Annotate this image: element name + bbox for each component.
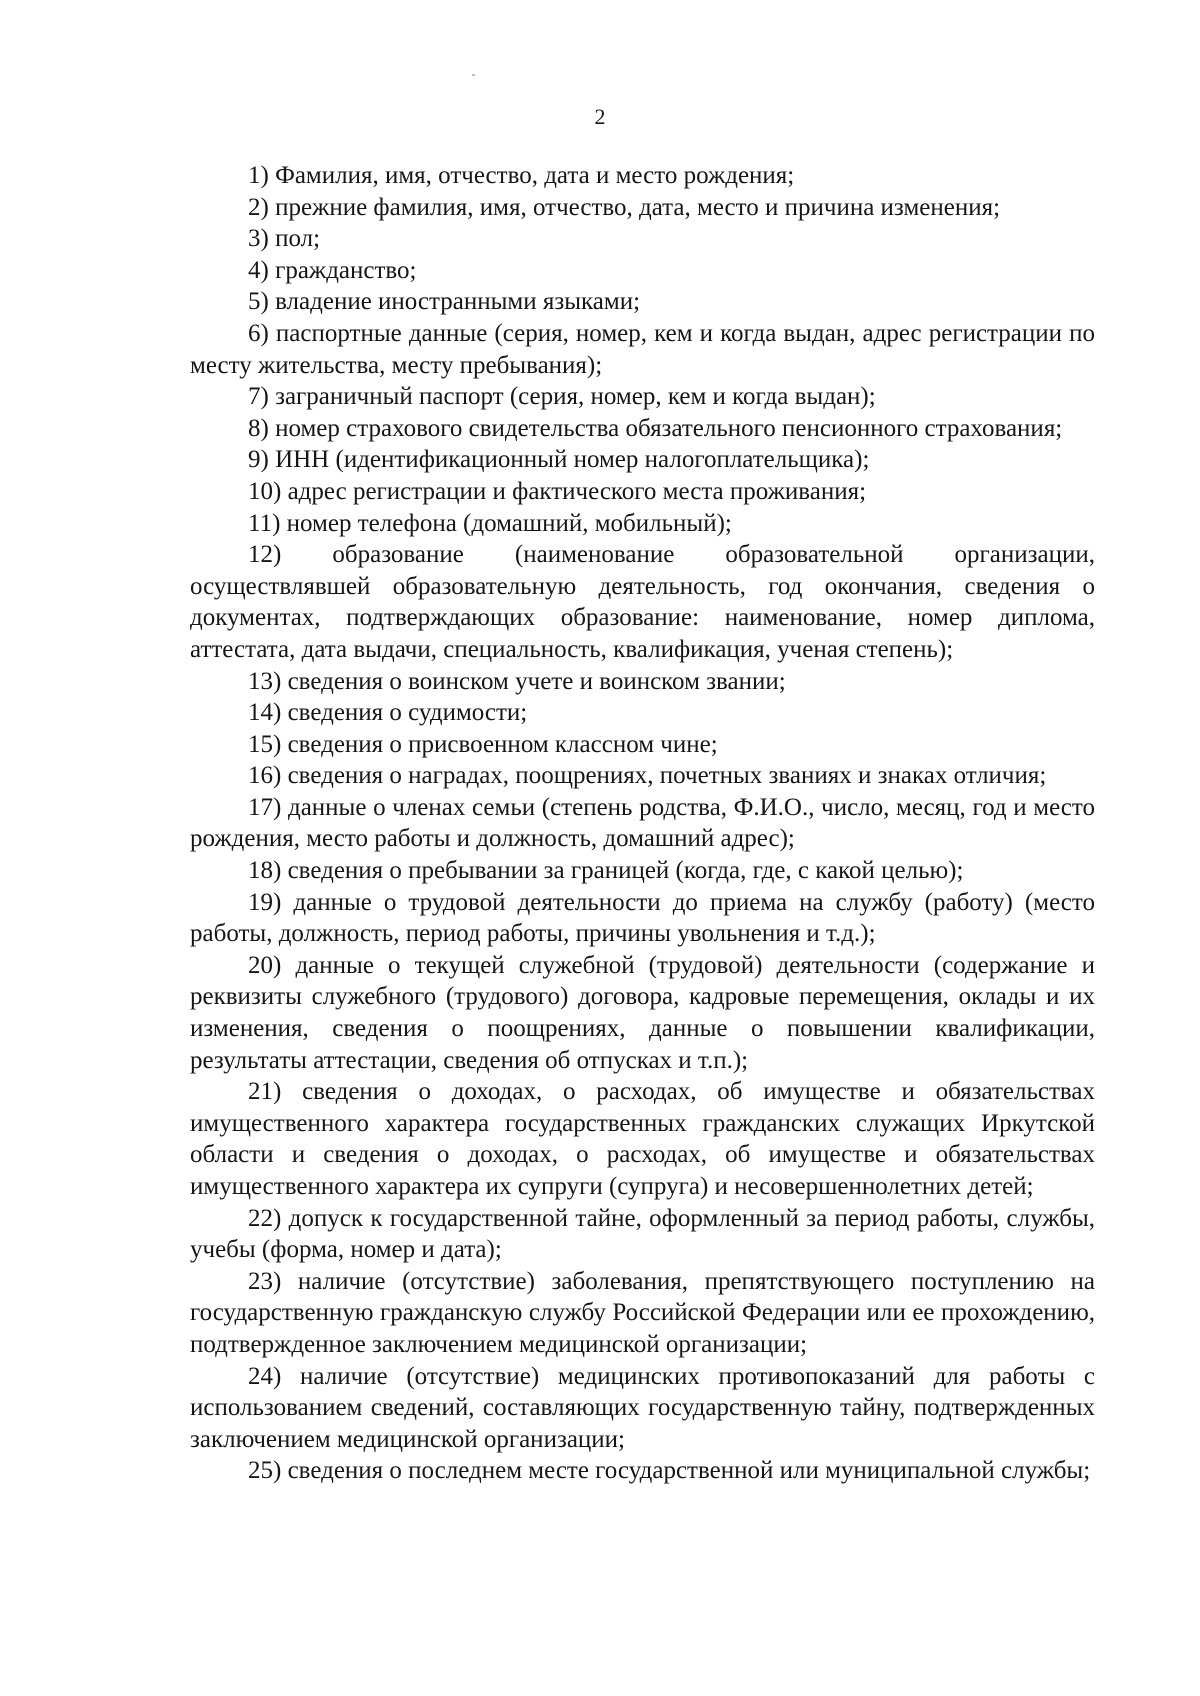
list-item: 11) номер телефона (домашний, мобильный); [248,509,732,537]
list-item: 3) пол; [248,225,321,253]
list-item: 20) данные о текущей служебной (трудовой) деятельности (содержание и реквизиты служебного (трудового) договора, кадровые перемещения, оклады и их изменения, сведения о поощрениях, данные о повышении квалификации, результаты аттестации, сведения об отпусках и т.п.); [190,951,1095,1074]
list-item: 18) сведения о пребывании за границей (когда, где, с какой целью); [248,857,964,885]
list-item: 15) сведения о присвоенном классном чине; [248,730,718,758]
list-item: 16) сведения о наградах, поощрениях, почетных званиях и знаках отличия; [248,762,1047,790]
document-body [190,160,1095,1487]
list-item: 5) владение иностранными языками; [248,288,641,316]
list-item: 23) наличие (отсутствие) заболевания, препятствующего поступлению на государственную гражданскую службу Российской Федерации или ее прохождению, подтвержденное заключением медицинской организации; [190,1267,1095,1358]
list-item: 13) сведения о воинском учете и воинском звании; [248,667,786,695]
list-item: 7) заграничный паспорт (серия, номер, кем и когда выдан); [248,383,876,411]
list-item: 25) сведения о последнем месте государственной или муниципальной службы; [248,1457,1091,1485]
list-item: 21) сведения о доходах, о расходах, об имуществе и обязательствах имущественного характера государственных гражданских служащих Иркутской области и сведения о доходах, о расходах, об имуществе и обязательствах имущественного характера их супруги (супруга) и несовершеннолетних детей; [190,1078,1095,1200]
list-item: 1) Фамилия, имя, отчество, дата и место рождения; [248,162,795,189]
list-item: 14) сведения о судимости; [248,699,528,727]
list-item: 8) номер страхового свидетельства обязательного пенсионного страхования; [248,414,1063,442]
list-item: 19) данные о трудовой деятельности до приема на службу (работу) (место работы, должность, период работы, причины увольнения и т.д.); [190,888,1095,948]
list-item: 17) данные о членах семьи (степень родства, Ф.И.О., число, месяц, год и место рождения, место работы и должность, домашний адрес); [190,793,1095,853]
list-item: 9) ИНН (идентификационный номер налогоплательщика); [248,446,870,474]
list-item: 2) прежние фамилия, имя, отчество, дата, место и причина изменения; [248,193,1001,221]
list-item: 6) паспортные данные (серия, номер, кем и когда выдан, адрес регистрации по месту жительства, месту пребывания); [190,319,1095,379]
list-item: 10) адрес регистрации и фактического места проживания; [248,477,867,505]
list-item: 24) наличие (отсутствие) медицинских противопоказаний для работы с использованием сведений, составляющих государственную тайну, подтвержденных заключением медицинской организации; [190,1362,1095,1453]
scan-artifact [472,74,475,76]
list-item: 12) образование (наименование образовательной организации, осуществлявшей образовательную деятельность, год окончания, сведения о документах, подтверждающих образование: наименование, номер диплома, аттестата, дата выдачи, специальность, квалификация, ученая степень); [190,541,1095,663]
list-item: 4) гражданство; [248,256,417,284]
list-item: 22) допуск к государственной тайне, оформленный за период работы, службы, учебы (форма, номер и дата); [190,1204,1095,1264]
page-number: 2 [594,104,606,129]
